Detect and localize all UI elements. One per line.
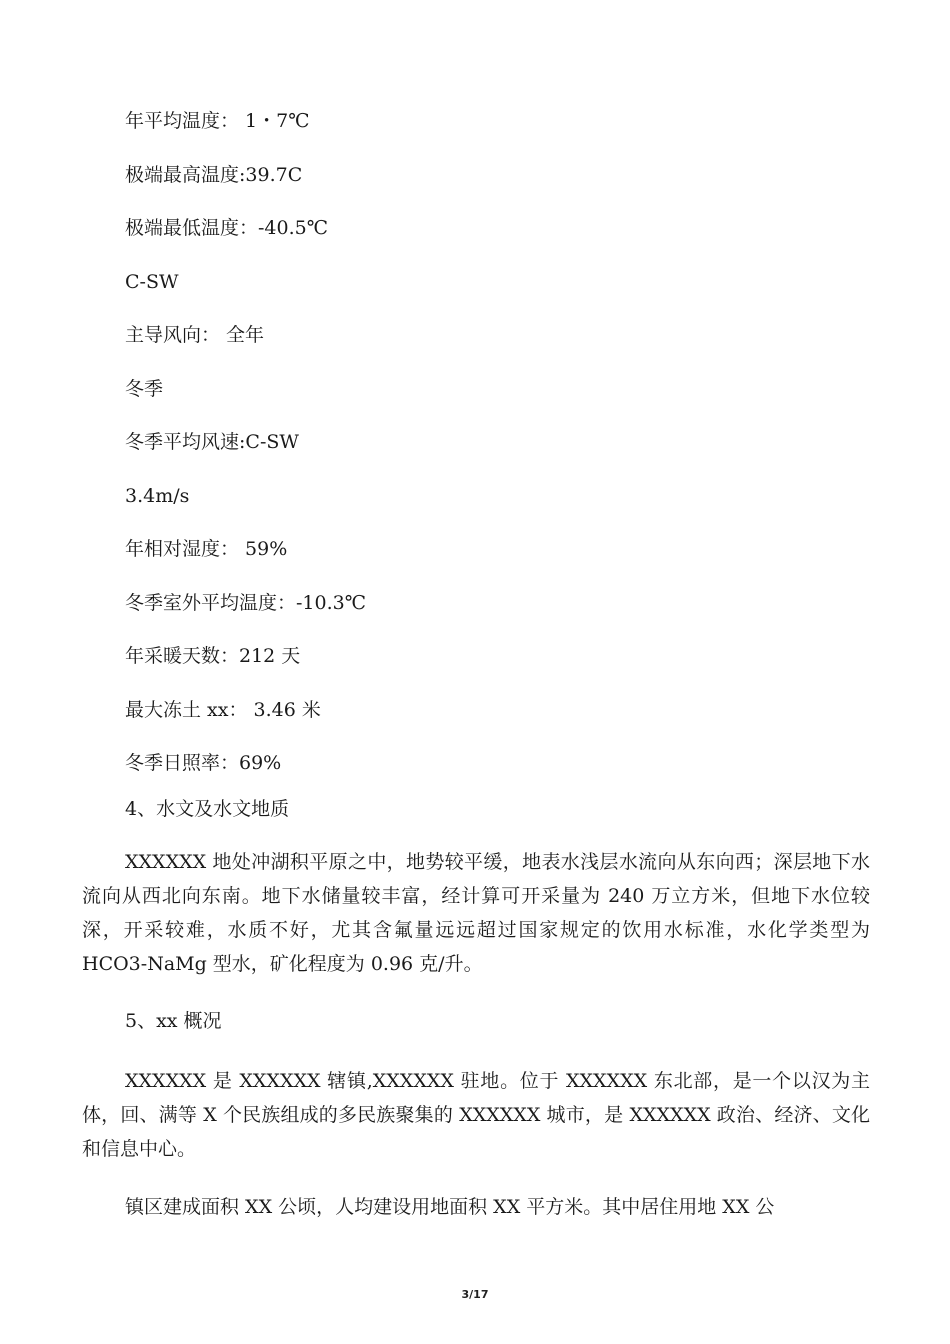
climate-line-wind-speed-value: 3.4m/s — [125, 484, 190, 507]
section-5-paragraph-2: 镇区建成面积 XX 公顷，人均建设用地面积 XX 平方米。其中居住用地 XX 公 — [125, 1196, 775, 1218]
climate-line-winter-sunshine: 冬季日照率：69% — [125, 752, 282, 774]
climate-data-list — [125, 104, 885, 800]
climate-line-winter: 冬季 — [125, 377, 164, 400]
climate-line-extreme-max-temp: 极端最高温度:39.7C — [125, 163, 303, 186]
page-number: 3/17 — [461, 1288, 489, 1301]
section-4-heading: 4、水文及水文地质 — [125, 798, 290, 820]
climate-line-prevailing-wind: 主导风向： 全年 — [125, 324, 265, 346]
section-4-paragraph: XXXXXX 地处冲湖积平原之中，地势较平缓，地表水浅层水流向从东向西；深层地下水流向从西北向东南。地下水储量较丰富，经计算可开采量为 240 万立方米，但地下水位较深，开采较难，水质不好，尤其含氟量远远超过国家规定的饮用水标准，水化学类型为 HCO3-NaMg 型水，矿化程度为 0.96 克/升。 — [82, 851, 870, 975]
climate-line-annual-avg-temp: 年平均温度： 1・7℃ — [125, 110, 310, 132]
climate-line-wind-code: C-SW — [125, 270, 179, 293]
climate-line-extreme-min-temp: 极端最低温度：-40.5℃ — [125, 217, 328, 239]
climate-line-heating-days: 年采暖天数：212 天 — [125, 645, 301, 667]
climate-line-max-frozen-soil: 最大冻土 xx： 3.46 米 — [125, 698, 321, 721]
section-5-heading: 5、xx 概况 — [125, 1010, 222, 1032]
climate-line-relative-humidity: 年相对湿度： 59% — [125, 538, 288, 560]
section-5-paragraph-1: XXXXXX 是 XXXXXX 辖镇,XXXXXX 驻地。位于 XXXXXX 东北部，是一个以汉为主体，回、满等 X 个民族组成的多民族聚集的 XXXXXX 城市，是 XXXXXX 政治、经济、文化和信息中心。 — [82, 1070, 870, 1160]
climate-line-winter-outdoor-temp: 冬季室外平均温度：-10.3℃ — [125, 591, 366, 614]
climate-line-winter-wind-speed: 冬季平均风速:C-SW — [125, 431, 299, 453]
